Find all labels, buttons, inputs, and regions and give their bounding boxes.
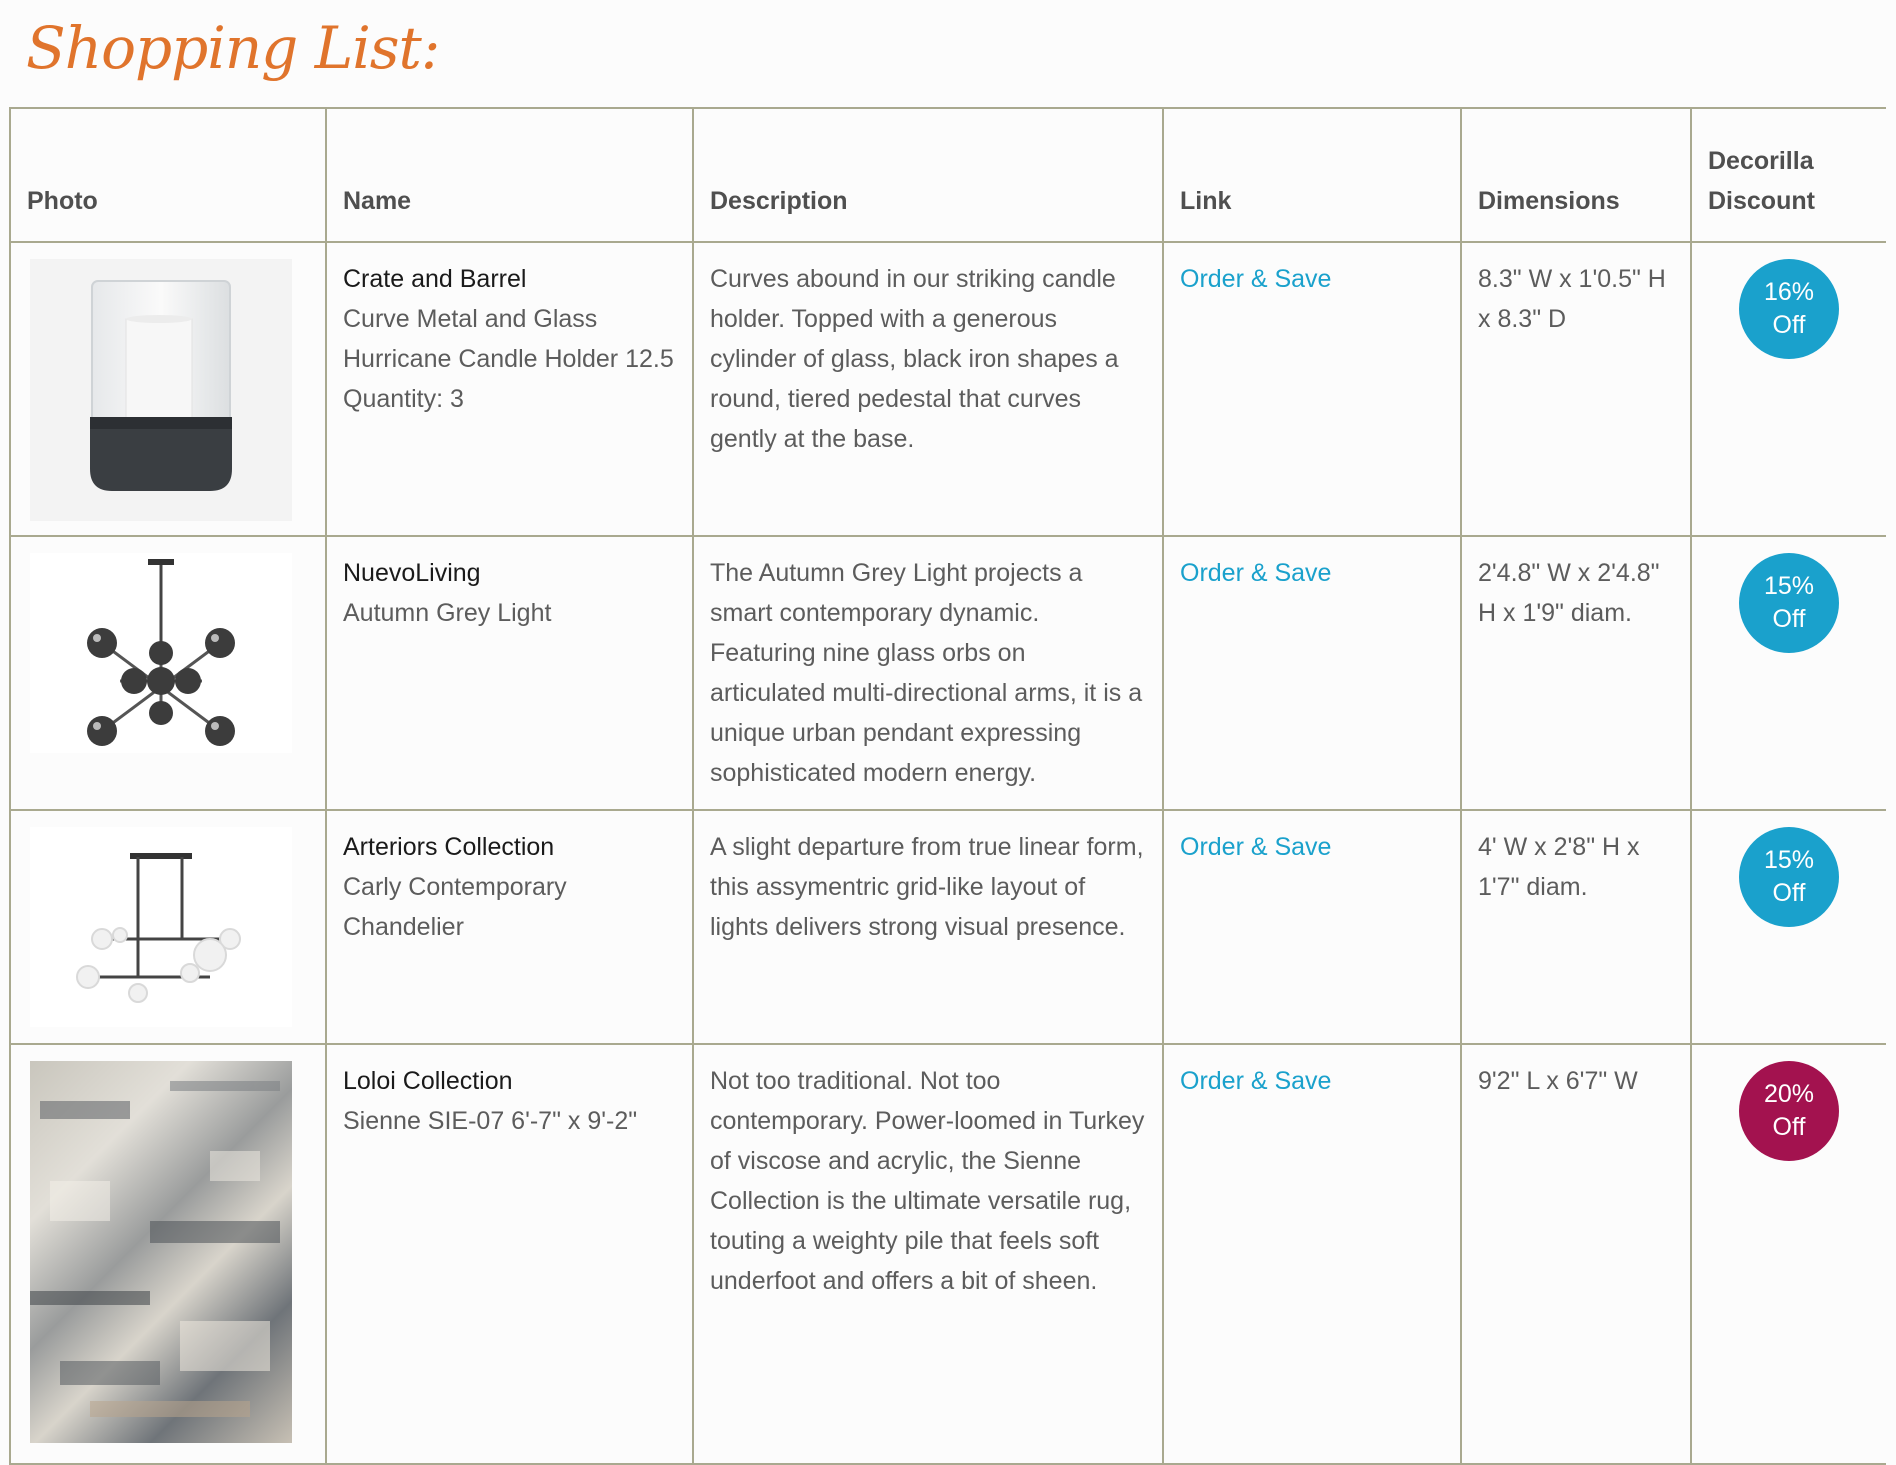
description-cell: The Autumn Grey Light projects a smart contemporary dynamic. Featuring nine glass orbs on articulated multi-directional arms, it is a unique urban pendant expressing sophisticated modern energy. <box>693 536 1163 810</box>
candle-holder-photo <box>30 259 292 521</box>
discount-cell <box>1691 536 1886 810</box>
link-cell <box>1163 242 1461 536</box>
column-header-name: Name <box>326 108 693 242</box>
sputnik-chandelier-photo <box>30 553 292 753</box>
photo-cell <box>10 1044 326 1464</box>
item-name: Sienne SIE-07 6'-7" x 9'-2" <box>343 1107 638 1135</box>
column-header-link: Link <box>1163 108 1461 242</box>
name-cell <box>326 536 693 810</box>
column-header-description: Description <box>693 108 1163 242</box>
discount-cell <box>1691 810 1886 1044</box>
item-name: Autumn Grey Light <box>343 599 552 627</box>
photo-cell <box>10 242 326 536</box>
discount-cell <box>1691 242 1886 536</box>
order-and-save-link[interactable]: Order & Save <box>1180 1067 1332 1095</box>
photo-cell <box>10 810 326 1044</box>
table-row <box>10 1044 1886 1464</box>
discount-cell <box>1691 1044 1886 1464</box>
table-row <box>10 242 1886 536</box>
description-cell: Curves abound in our striking candle holder. Topped with a generous cylinder of glass, black iron shapes a round, tiered pedestal that curves gently at the base. <box>693 242 1163 536</box>
item-name: Carly Contemporary Chandelier <box>343 873 567 941</box>
link-cell <box>1163 810 1461 1044</box>
link-cell <box>1163 536 1461 810</box>
item-quantity: Quantity: 3 <box>343 385 464 413</box>
discount-badge: 15% Off <box>1739 553 1839 653</box>
area-rug-photo <box>30 1061 292 1443</box>
column-header-discount: Decorilla Discount <box>1691 108 1886 242</box>
item-brand: Loloi Collection <box>343 1067 513 1095</box>
dimensions-cell: 2'4.8" W x 2'4.8" H x 1'9" diam. <box>1461 536 1691 810</box>
description-cell: Not too traditional. Not too contemporary. Power-loomed in Turkey of viscose and acrylic, the Sienne Collection is the ultimate versatile rug, touting a weighty pile that feels soft underfoot and offers a bit of sheen. <box>693 1044 1163 1464</box>
link-cell <box>1163 1044 1461 1464</box>
order-and-save-link[interactable]: Order & Save <box>1180 559 1332 587</box>
column-header-dimensions: Dimensions <box>1461 108 1691 242</box>
dimensions-cell: 4' W x 2'8" H x 1'7" diam. <box>1461 810 1691 1044</box>
discount-badge: 15% Off <box>1739 827 1839 927</box>
order-and-save-link[interactable]: Order & Save <box>1180 265 1332 293</box>
order-and-save-link[interactable]: Order & Save <box>1180 833 1332 861</box>
shopping-list-table <box>9 107 1886 1465</box>
name-cell <box>326 810 693 1044</box>
page-title: Shopping List: <box>26 14 440 82</box>
dimensions-cell: 8.3" W x 1'0.5" H x 8.3" D <box>1461 242 1691 536</box>
item-brand: NuevoLiving <box>343 559 481 587</box>
item-brand: Arteriors Collection <box>343 833 555 861</box>
dimensions-cell: 9'2" L x 6'7" W <box>1461 1044 1691 1464</box>
linear-chandelier-photo <box>30 827 292 1027</box>
table-row <box>10 810 1886 1044</box>
table-header-row <box>10 108 1886 242</box>
table-row <box>10 536 1886 810</box>
discount-badge: 16% Off <box>1739 259 1839 359</box>
photo-cell <box>10 536 326 810</box>
discount-badge: 20% Off <box>1739 1061 1839 1161</box>
name-cell <box>326 1044 693 1464</box>
column-header-photo: Photo <box>10 108 326 242</box>
item-brand: Crate and Barrel <box>343 265 527 293</box>
name-cell <box>326 242 693 536</box>
description-cell: A slight departure from true linear form, this assymentric grid-like layout of lights delivers strong visual presence. <box>693 810 1163 1044</box>
item-name: Curve Metal and Glass Hurricane Candle Holder 12.5 <box>343 305 674 373</box>
